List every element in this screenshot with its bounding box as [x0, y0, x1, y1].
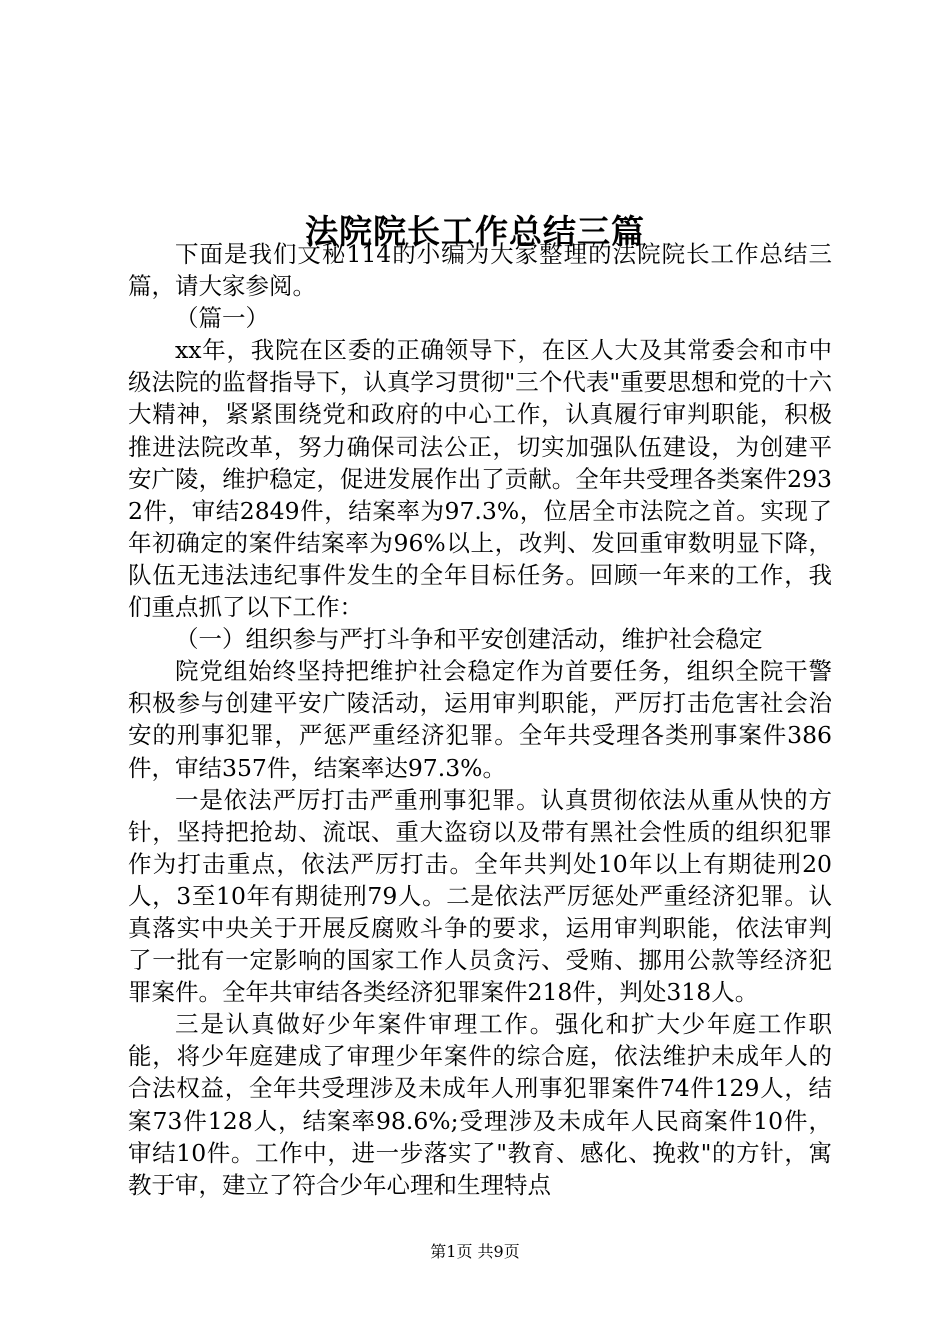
paragraph-juvenile: 三是认真做好少年案件审理工作。强化和扩大少年庭工作职能，将少年庭建成了审理少年案件的综合庭，依法维护未成年人的合法权益，全年共受理涉及未成年人刑事犯罪案件74件129人，结案73件128人，结案率98.6%;受理涉及未成年人民商案件10件，审结10件。工作中，进一步落实了"教育、感化、挽救"的方针，寓教于审，建立了符合少年心理和生理特点 [128, 1010, 832, 1199]
document-title: 法院院长工作总结三篇 [305, 212, 645, 252]
page-footer: 第1页 共9页 [430, 1242, 520, 1261]
paragraph-heading-1: （一）组织参与严打斗争和平安创建活动，维护社会稳定 [175, 625, 763, 654]
paragraph-criminal: 一是依法严厉打击严重刑事犯罪。认真贯彻依法从重从快的方针，坚持把抢劫、流氓、重大盗窃以及带有黑社会性质的组织犯罪作为打击重点，依法严厉打击。全年共判处10年以上有期徒刑20人，3至10年有期徒刑79人。二是依法严厉惩处严重经济犯罪。认真落实中央关于开展反腐败斗争的要求，运用审判职能，依法审判了一批有一定影响的国家工作人员贪污、受贿、挪用公款等经济犯罪案件。全年共审结各类经济犯罪案件218件，判处318人。 [128, 785, 832, 1007]
paragraph-section-label: （篇一） [175, 304, 269, 333]
paragraph-overview: xx年，我院在区委的正确领导下，在区人大及其常委会和市中级法院的监督指导下，认真学习贯彻"三个代表"重要思想和党的十六大精神，紧紧围绕党和政府的中心工作，认真履行审判职能，积极推进法院改革，努力确保司法公正，切实加强队伍建设，为创建平安广陵，维护稳定，促进发展作出了贡献。全年共受理各类案件2932件，审结2849件，结案率为97.3%，位居全市法院之首。实现了年初确定的案件结案率为96%以上，改判、发回重审数明显下降，队伍无违法违纪事件发生的全年目标任务。回顾一年来的工作，我们重点抓了以下工作： [128, 336, 832, 622]
paragraph-intro: 下面是我们文秘114的小编为大家整理的法院院长工作总结三篇，请大家参阅。 [128, 240, 832, 301]
document-body [128, 238, 832, 1201]
paragraph-stability: 院党组始终坚持把维护社会稳定作为首要任务，组织全院干警积极参与创建平安广陵活动，运用审判职能，严厉打击危害社会治安的刑事犯罪，严惩严重经济犯罪。全年共受理各类刑事案件386件，审结357件，结案率达97.3%。 [128, 657, 832, 782]
